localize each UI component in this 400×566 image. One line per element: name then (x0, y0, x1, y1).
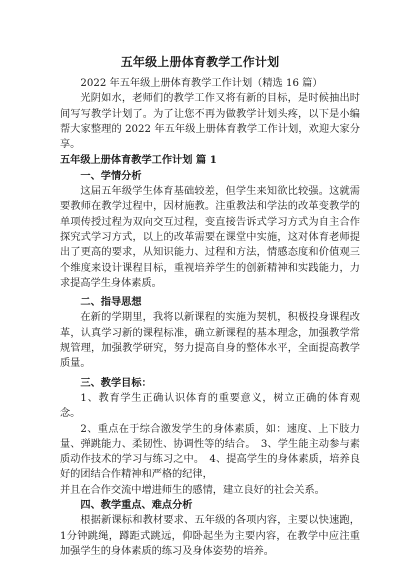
goal-tail: 并且在合作交流中增进师生的感情，建立良好的社会关系。 (60, 484, 325, 496)
section-2-heading: 二、指导思想 (80, 296, 142, 309)
plan-heading: 五年级上册体育教学工作计划 篇 1 (60, 154, 217, 167)
goal-1: 1、教育学生正确认识体育的重要意义，树立正确的体育观念。 (60, 392, 360, 420)
section-1-text: 这届五年级学生体育基础较差，但学生来知欲比较强。这就需要教师在教学过程中，因材施教。注重教法和学法的改革变教学的单项传授过程为双向交互过程，变直接告诉式学习方式为自主合作探究式学习方式，以上的改革需要在课堂中实施，这对体育老师提出了更高的要求，从知识能力、过程和方法，情感态度和价值观三个维度来设计课程目标，重视培养学生的创新精神和实践能力，力求提高学生身体素质。 (60, 186, 360, 289)
goal-2: 2、重点在于综合激发学生的身体素质，如：速度、上下肢力量、弹跳能力、柔韧性、协调性等的结合。 3、学生能主动参与素质动作技术的学习与练习之中。 4、提高学生的身体素质，培养良好的团结合作精神和严格的纪律， (60, 423, 360, 481)
section-1-heading: 一、学情分析 (80, 169, 142, 182)
section-3-heading: 三、教学目标： (80, 376, 152, 389)
section-2-text: 在新的学期里，我将以新课程的实施为契机，积极投身课程改革，认真学习新的课程标准，确立新课程的基本理念，加强教学常规管理，加强教学研究，努力提高自身的整体水平，全面提高教学质量。 (60, 312, 360, 370)
document-body (60, 76, 360, 559)
section-4-text: 根据新课标和教材要求、五年级的各项内容，主要以快速跑，1分钟跳绳，蹲距式跳远，仰卧起坐为主要内容，在教学中应注重加强学生的身体素质的练习及身体姿势的培养。 (60, 515, 360, 557)
intro-paragraph: 光阴如水，老师们的教学工作又将有新的目标，是时候抽出时间写写教学计划了。为了让您不再为做教学计划头疼，以下是小编帮大家整理的 2022 年五年级上册体育教学工作计划，欢迎大家分享。 (60, 93, 360, 151)
document-title: 五年级上册体育教学工作计划 (120, 55, 280, 69)
section-4-heading: 四、教学重点、难点分析 (80, 499, 193, 512)
document-subtitle: 2022 年五年级上册体育教学工作计划（精选 16 篇） (80, 78, 323, 89)
